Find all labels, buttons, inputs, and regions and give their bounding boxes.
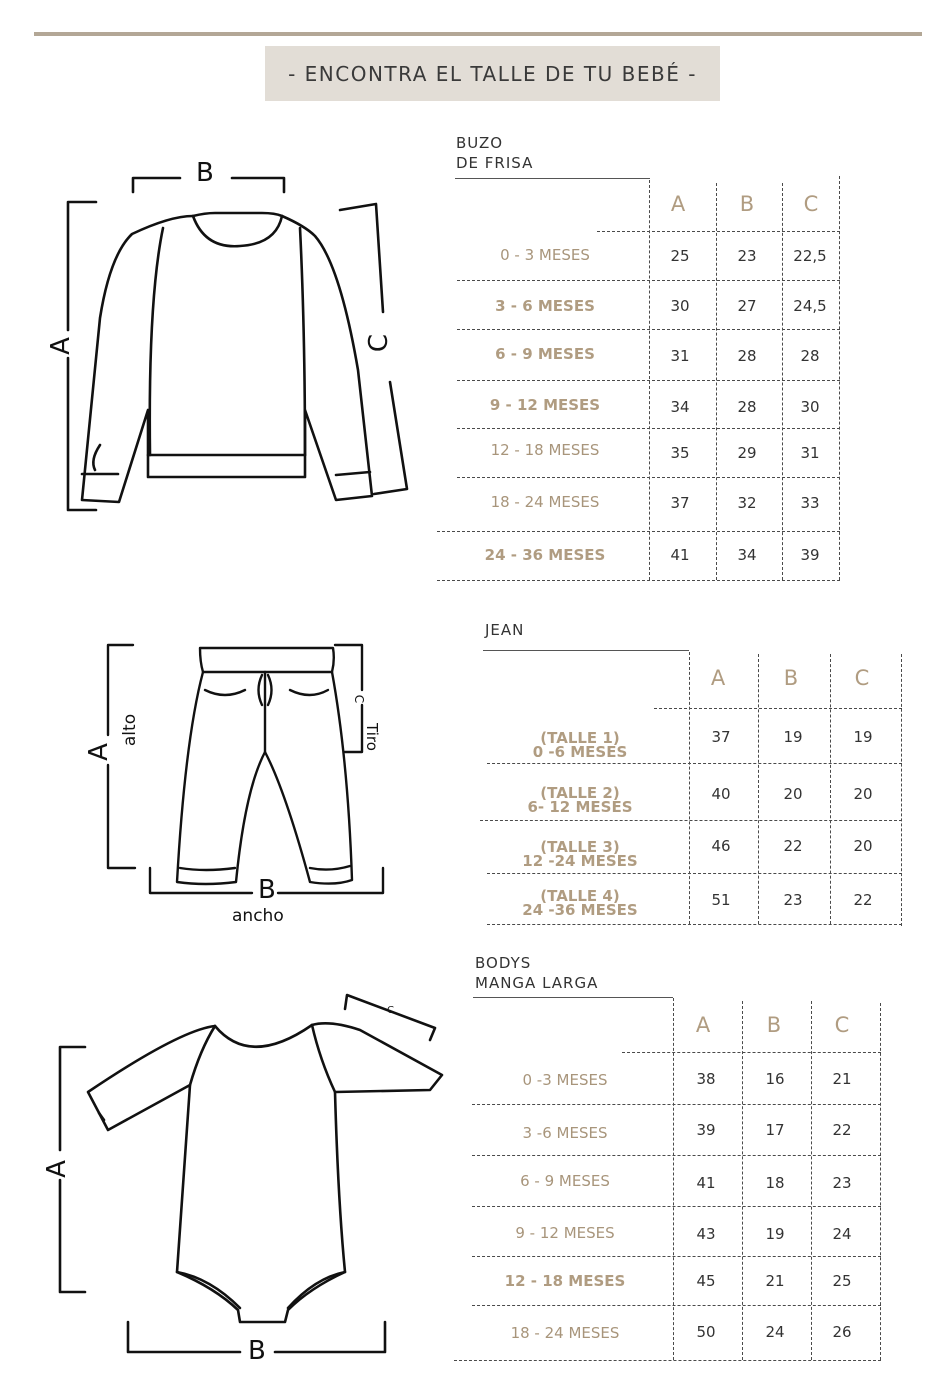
bodys-row-label: 9 - 12 MESES	[515, 1224, 615, 1242]
buzo-row-label: 12 - 18 MESES	[490, 441, 600, 459]
buzo-cell: 30	[670, 297, 690, 315]
buzo-cell: 34	[737, 546, 757, 564]
buzo-cell: 23	[737, 247, 757, 265]
bodys-cell: 23	[832, 1174, 852, 1192]
bodys-header-c: C	[834, 1013, 850, 1037]
buzo-cell: 25	[670, 247, 690, 265]
jean-cell: 19	[853, 728, 873, 746]
bodys-cell: 24	[765, 1323, 785, 1341]
jean-row-talle: (TALLE 3)	[540, 838, 620, 856]
buzo-row-label: 24 - 36 MESES	[484, 546, 606, 564]
bodys-dim-b: B	[248, 1336, 266, 1366]
bodys-cell: 21	[832, 1070, 852, 1088]
buzo-cell: 41	[670, 546, 690, 564]
bodys-title-line2: MANGA LARGA	[475, 974, 599, 992]
bodys-cell: 41	[696, 1174, 716, 1192]
page-title-banner: - ENCONTRA EL TALLE DE TU BEBÉ -	[265, 46, 720, 101]
buzo-title-line1: BUZO	[456, 134, 504, 152]
buzo-cell: 22,5	[793, 247, 827, 265]
jean-dim-b: B	[258, 875, 276, 905]
buzo-dim-b: B	[196, 158, 214, 188]
buzo-row-label: 18 - 24 MESES	[490, 493, 600, 511]
buzo-cell: 30	[800, 398, 820, 416]
bodys-cell: 19	[765, 1225, 785, 1243]
buzo-header-a: A	[670, 192, 686, 216]
jean-dim-c: C	[352, 694, 367, 704]
jean-dim-tiro: Tiro	[362, 723, 381, 751]
jean-cell: 19	[783, 728, 803, 746]
bodys-dim-a: A	[41, 1160, 72, 1178]
buzo-row-label: 3 - 6 MESES	[495, 297, 595, 315]
buzo-cell: 32	[737, 494, 757, 512]
jean-row-meses: 0 -6 MESES	[532, 743, 628, 761]
jean-title: JEAN	[485, 621, 525, 639]
buzo-header-c: C	[803, 192, 819, 216]
buzo-cell: 27	[737, 297, 757, 315]
bodys-header-a: A	[695, 1013, 711, 1037]
bodys-row-label: 6 - 9 MESES	[520, 1172, 610, 1190]
buzo-row-label: 6 - 9 MESES	[495, 345, 595, 363]
bodys-title-line1: BODYS	[475, 954, 532, 972]
buzo-cell: 28	[737, 398, 757, 416]
buzo-cell: 31	[800, 444, 820, 462]
bodys-cell: 26	[832, 1323, 852, 1341]
jean-header-a: A	[710, 666, 726, 690]
buzo-cell: 24,5	[793, 297, 827, 315]
buzo-dim-c: C	[364, 333, 395, 353]
bodys-cell: 17	[765, 1121, 785, 1139]
jean-row-meses: 24 -36 MESES	[522, 901, 638, 919]
bodys-cell: 25	[832, 1272, 852, 1290]
jean-cell: 51	[711, 891, 731, 909]
buzo-cell: 28	[800, 347, 820, 365]
bodys-row-label: 0 -3 MESES	[522, 1071, 608, 1089]
jean-cell: 46	[711, 837, 731, 855]
bodys-cell: 39	[696, 1121, 716, 1139]
jean-row-talle: (TALLE 2)	[540, 784, 620, 802]
buzo-cell: 28	[737, 347, 757, 365]
jean-cell: 37	[711, 728, 731, 746]
bodys-cell: 38	[696, 1070, 716, 1088]
bodys-row-label: 12 - 18 MESES	[504, 1272, 626, 1290]
jean-row-meses: 6- 12 MESES	[527, 798, 633, 816]
bodys-cell: 24	[832, 1225, 852, 1243]
bodys-cell: 21	[765, 1272, 785, 1290]
jean-dim-a: A	[83, 743, 114, 761]
jean-header-b: B	[783, 666, 799, 690]
jean-cell: 22	[783, 837, 803, 855]
buzo-cell: 39	[800, 546, 820, 564]
jean-row-talle: (TALLE 1)	[540, 729, 620, 747]
jean-row-meses: 12 -24 MESES	[522, 852, 638, 870]
bodys-cell: 45	[696, 1272, 716, 1290]
buzo-cell: 37	[670, 494, 690, 512]
jean-dim-alto: alto	[120, 713, 141, 747]
jean-header-c: C	[854, 666, 870, 690]
jean-cell: 23	[783, 891, 803, 909]
jean-cell: 20	[853, 785, 873, 803]
bodys-cell: 50	[696, 1323, 716, 1341]
jean-cell: 20	[853, 837, 873, 855]
buzo-header-b: B	[739, 192, 755, 216]
buzo-cell: 29	[737, 444, 757, 462]
bodys-header-b: B	[766, 1013, 782, 1037]
jean-cell: 22	[853, 891, 873, 909]
buzo-title-line2: DE FRISA	[456, 154, 534, 172]
bodys-cell: 16	[765, 1070, 785, 1088]
buzo-cell: 33	[800, 494, 820, 512]
jean-cell: 40	[711, 785, 731, 803]
jean-row-talle: (TALLE 4)	[540, 887, 620, 905]
buzo-cell: 34	[670, 398, 690, 416]
buzo-cell: 35	[670, 444, 690, 462]
bodys-cell: 22	[832, 1121, 852, 1139]
bodys-dim-c: C	[387, 1005, 394, 1016]
bodys-row-label: 18 - 24 MESES	[510, 1324, 620, 1342]
buzo-cell: 31	[670, 347, 690, 365]
buzo-dim-a: A	[45, 337, 76, 355]
buzo-row-label: 9 - 12 MESES	[489, 396, 601, 414]
jean-dim-ancho: ancho	[232, 906, 284, 926]
buzo-row-label: 0 - 3 MESES	[500, 246, 590, 264]
bodys-row-label: 3 -6 MESES	[522, 1124, 608, 1142]
jean-cell: 20	[783, 785, 803, 803]
bodys-cell: 18	[765, 1174, 785, 1192]
bodys-cell: 43	[696, 1225, 716, 1243]
